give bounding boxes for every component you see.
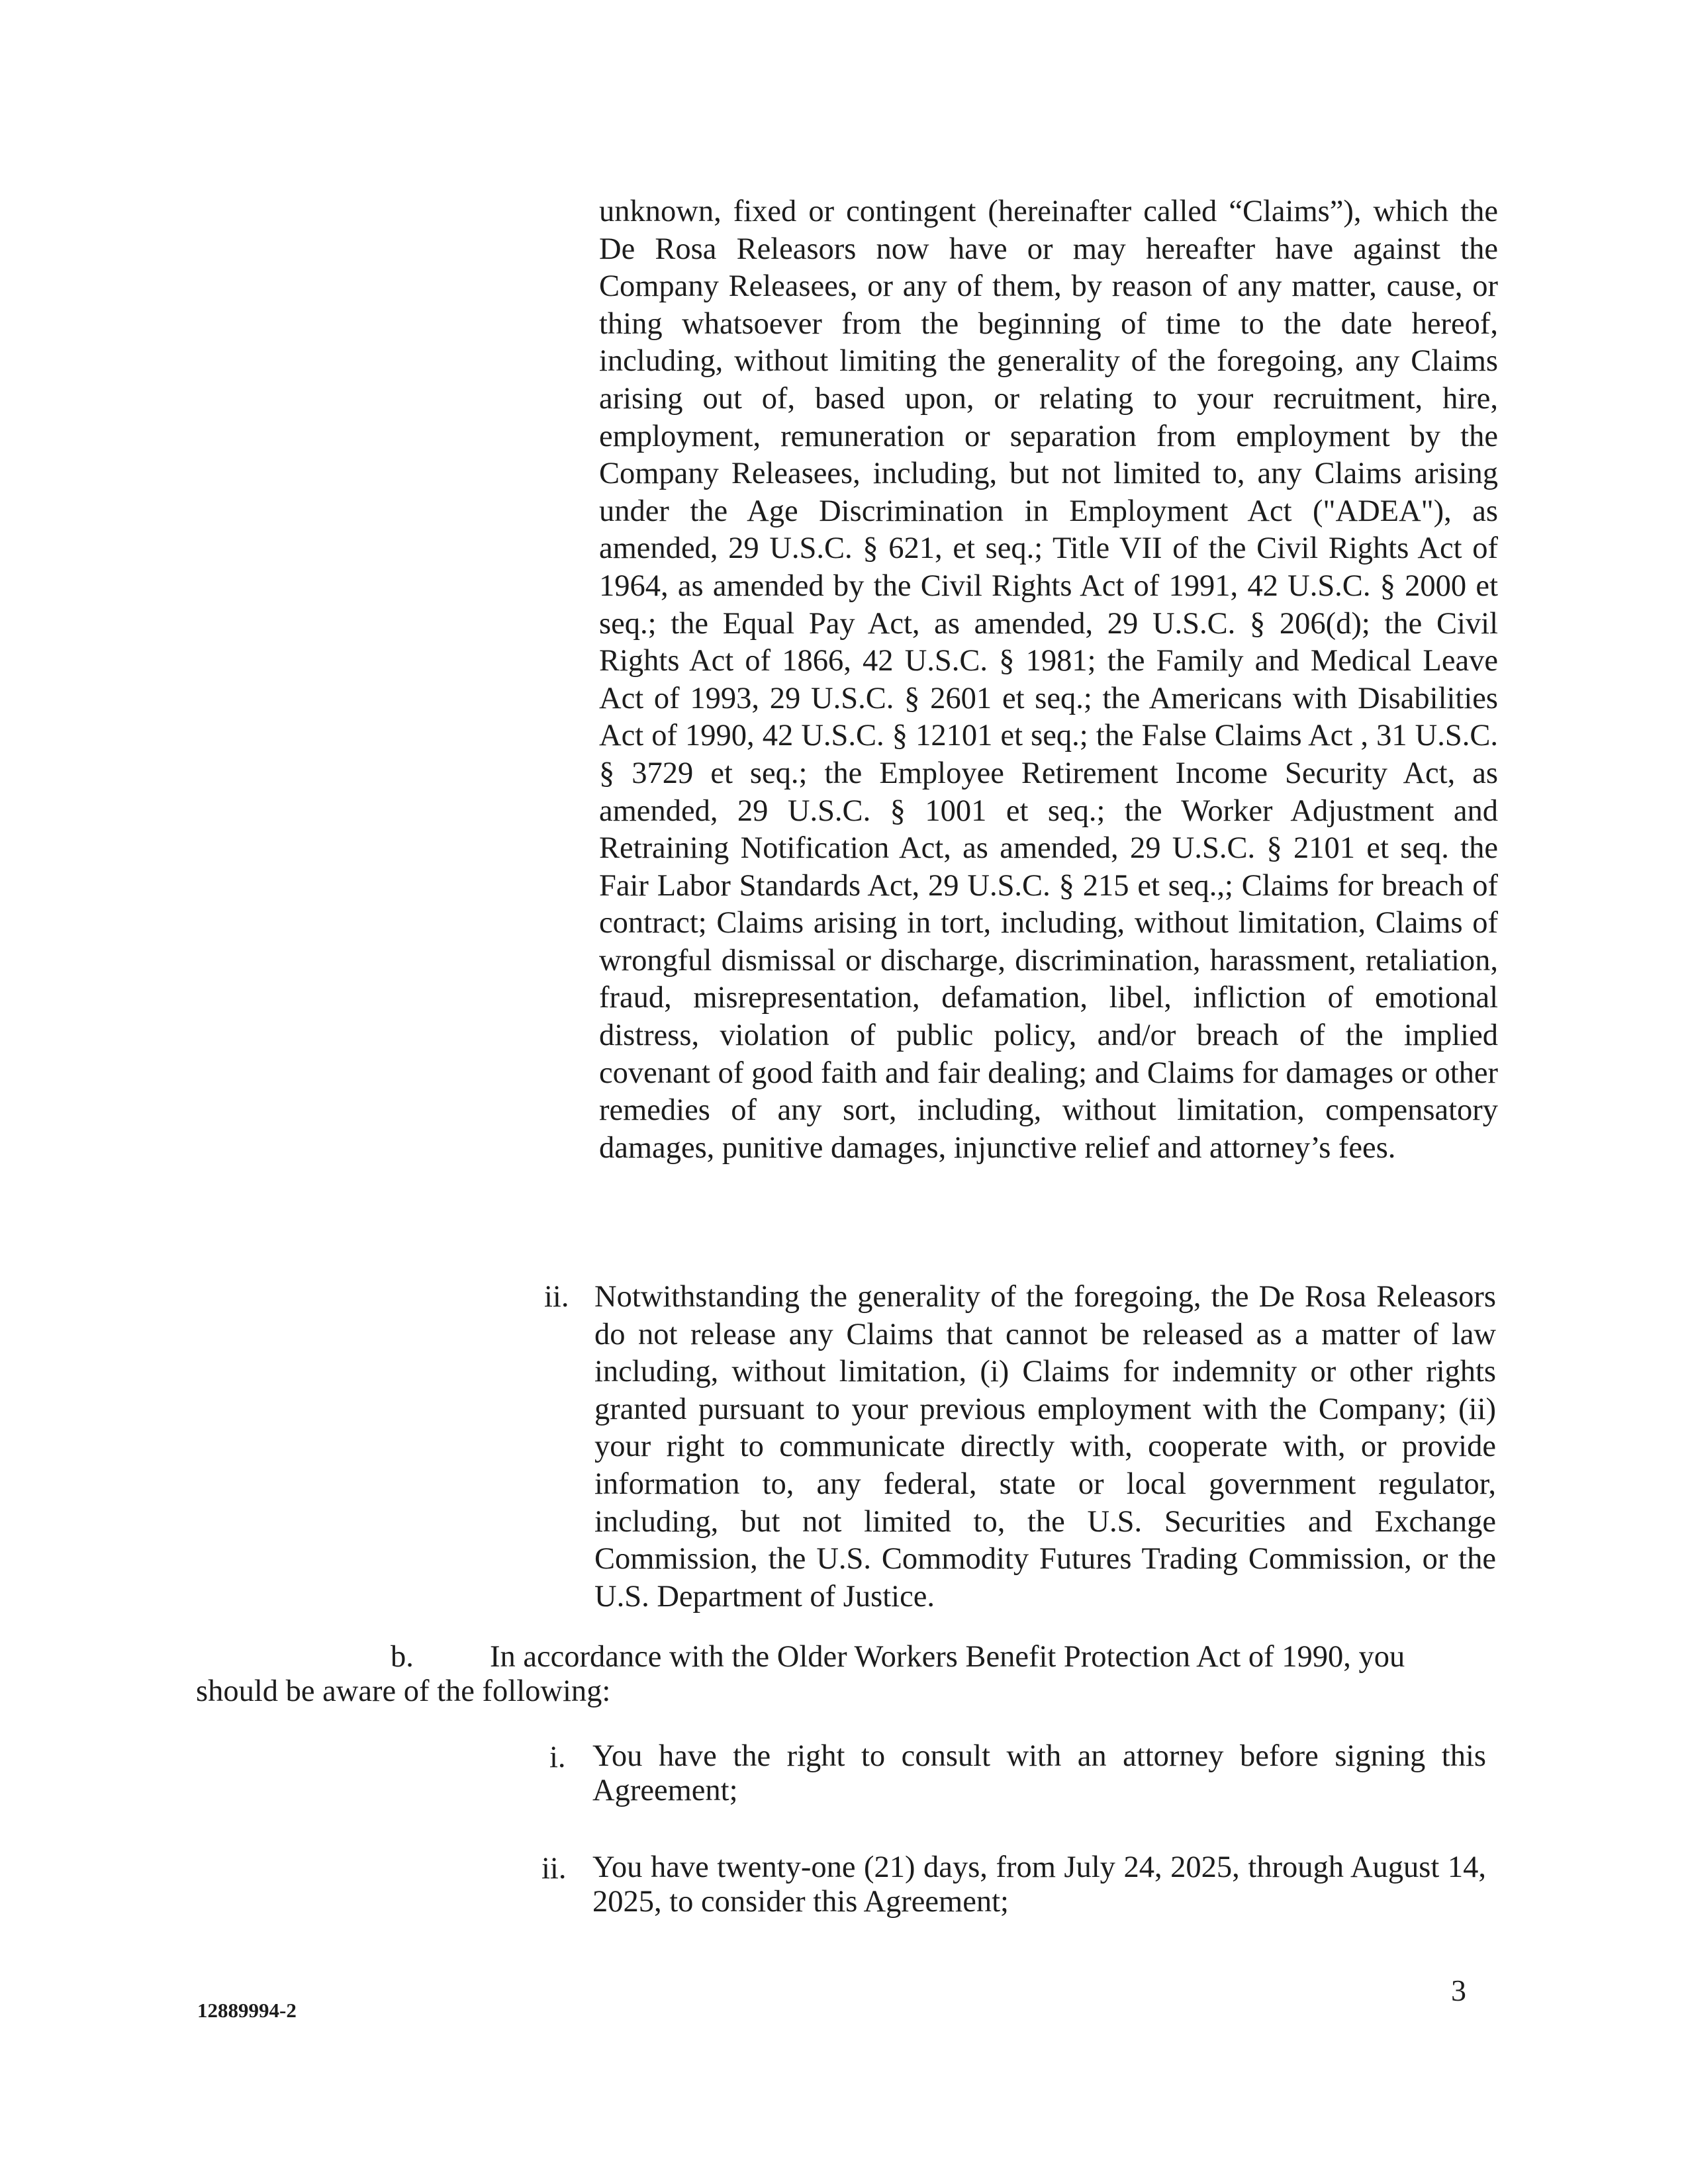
page-number: 3 — [1451, 1974, 1466, 2007]
section-b-i-paragraph: You have the right to consult with an attorney before signing this Agreement; — [592, 1739, 1486, 1807]
section-b-text-line2: should be aware of the following: — [196, 1674, 611, 1708]
section-b-text-line1: In accordance with the Older Workers Benefit Protection Act of 1990, you — [490, 1640, 1405, 1674]
document-id: 12889994-2 — [197, 1999, 297, 2022]
section-a-ii-paragraph: Notwithstanding the generality of the foregoing, the De Rosa Releasors do not release any Claims that cannot be released as a matter of law including, without limitation, (i) Claims for indemnity or other rights granted pursuant to your previous employment with the Company; (ii) your right to communicate directly with, cooperate with, or provide information to, any federal, state or local government regulator, including, but not limited to, the U.S. Securities and Exchange Commission, the U.S. Commodity Futures Trading Commission, or the U.S. Department of Justice. — [594, 1280, 1496, 1614]
section-a-release-paragraph: unknown, fixed or contingent (hereinafter called “Claims”), which the De Rosa Releasors now have or may hereafter have against the Company Releasees, or any of them, by reason of any matter, cause, or thing whatsoever from the beginning of time to the date hereof, including, without limiting the generality of the foregoing, any Claims arising out of, based upon, or relating to your recruitment, hire, employment, remuneration or separation from employment by the Company Releasees, including, but not limited to, any Claims arising under the Age Discrimination in Employment Act ("ADEA"), as amended, 29 U.S.C. § 621, et seq.; Title VII of the Civil Rights Act of 1964, as amended by the Civil Rights Act of 1991, 42 U.S.C. § 2000 et seq.; the Equal Pay Act, as amended, 29 U.S.C. § 206(d); the Civil Rights Act of 1866, 42 U.S.C. § 1981; the Family and Medical Leave Act of 1993, 29 U.S.C. § 2601 et seq.; the Americans with Disabilities Act of 1990, 42 U.S.C. § 12101 et seq.; the False Claims Act , 31 U.S.C. § 3729 et seq.; the Employee Retirement Income Security Act, as amended, 29 U.S.C. § 1001 et seq.; the Worker Adjustment and Retraining Notification Act, as amended, 29 U.S.C. § 2101 et seq. the Fair Labor Standards Act, 29 U.S.C. § 215 et seq.,; Claims for breach of contract; Claims arising in tort, including, without limitation, Claims of wrongful dismissal or discharge, discrimination, harassment, retaliation, fraud, misrepresentation, defamation, libel, infliction of emotional distress, violation of public policy, and/or breach of the implied covenant of good faith and fair dealing; and Claims for damages or other remedies of any sort, including, without limitation, compensatory damages, punitive damages, injunctive relief and attorney’s fees. — [599, 195, 1498, 1165]
section-b-i-number: i. — [549, 1741, 566, 1774]
section-b-ii-number: ii. — [541, 1852, 567, 1886]
section-a-ii-number: ii. — [544, 1280, 569, 1314]
section-b-label: b. — [391, 1640, 414, 1674]
section-b-ii-paragraph: You have twenty-one (21) days, from July 24, 2025, through August 14, 2025, to consider this Agreement; — [592, 1850, 1486, 1919]
